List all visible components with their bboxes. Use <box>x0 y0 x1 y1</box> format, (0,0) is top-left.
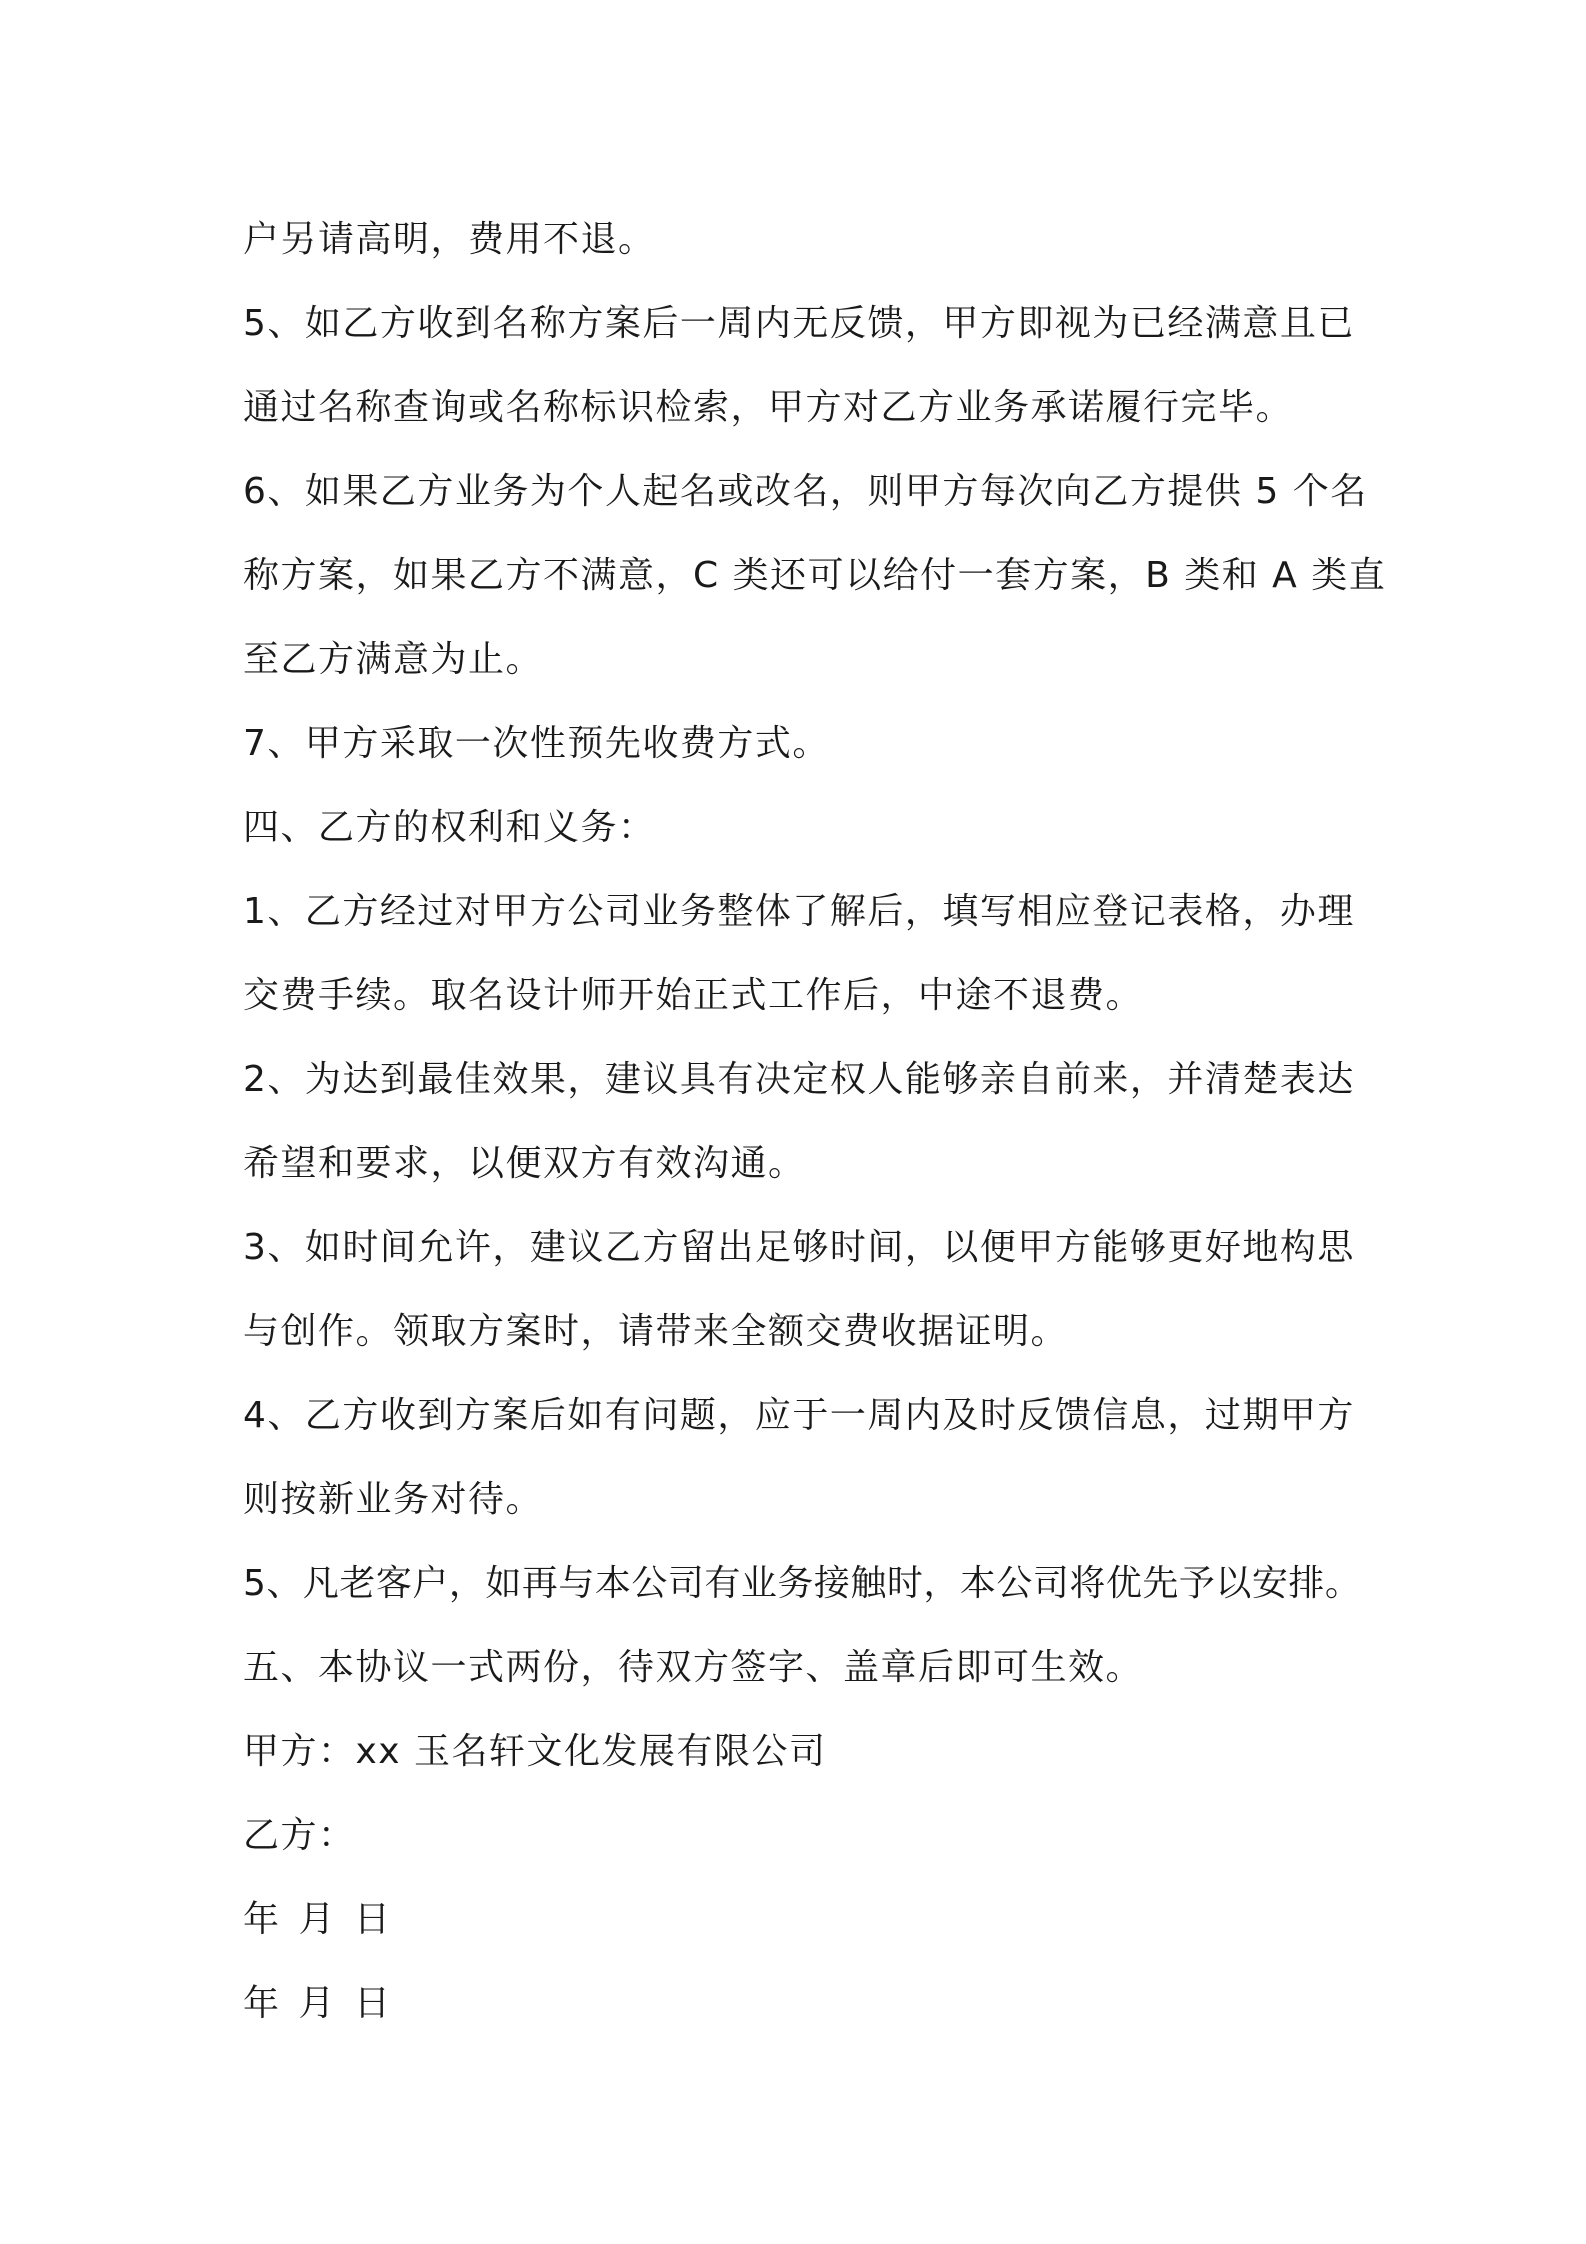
date-month: 月 <box>298 1983 337 2024</box>
section-heading: 五、本协议一式两份，待双方签字、盖章后即可生效。 <box>243 1647 1144 1688</box>
text-line: 2、为达到最佳效果，建议具有决定权人能够亲自前来，并清楚表达 <box>243 1059 1355 1100</box>
text-line: 3、如时间允许，建议乙方留出足够时间，以便甲方能够更好地构思 <box>243 1227 1355 1268</box>
document-body <box>243 198 1387 2046</box>
date-line <box>243 1878 1363 1962</box>
date-day: 日 <box>354 1983 392 2024</box>
date-year: 年 <box>243 1899 281 1940</box>
text-line: 1、乙方经过对甲方公司业务整体了解后，填写相应登记表格，办理 <box>243 891 1355 932</box>
text-line: 交费手续。取名设计师开始正式工作后，中途不退费。 <box>243 975 1144 1016</box>
text-line: 5、如乙方收到名称方案后一周内无反馈，甲方即视为已经满意且已 <box>243 303 1355 344</box>
text-line: 户另请高明，费用不退。 <box>243 219 656 260</box>
date-line <box>243 1962 1363 2046</box>
text-line: 至乙方满意为止。 <box>243 639 544 680</box>
party-b-line: 乙方： <box>243 1815 356 1856</box>
text-line: 5、凡老客户，如再与本公司有业务接触时，本公司将优先予以安排。 <box>243 1563 1362 1604</box>
text-line: 7、甲方采取一次性预先收费方式。 <box>243 723 830 764</box>
text-line: 希望和要求，以便双方有效沟通。 <box>243 1143 806 1184</box>
section-heading: 四、乙方的权利和义务： <box>243 807 656 848</box>
text-line: 4、乙方收到方案后如有问题，应于一周内及时反馈信息，过期甲方 <box>243 1395 1355 1436</box>
text-line: 则按新业务对待。 <box>243 1479 544 1520</box>
date-day: 日 <box>354 1899 392 1940</box>
party-a-line: 甲方：xx 玉名轩文化发展有限公司 <box>243 1731 827 1772</box>
text-line: 通过名称查询或名称标识检索，甲方对乙方业务承诺履行完毕。 <box>243 387 1294 428</box>
text-line: 与创作。领取方案时，请带来全额交费收据证明。 <box>243 1311 1069 1352</box>
text-line: 称方案，如果乙方不满意，C 类还可以给付一套方案，B 类和 A 类直 <box>243 555 1387 596</box>
date-year: 年 <box>243 1983 281 2024</box>
text-line: 6、如果乙方业务为个人起名或改名，则甲方每次向乙方提供 5 个名 <box>243 471 1368 512</box>
date-month: 月 <box>298 1899 337 1940</box>
